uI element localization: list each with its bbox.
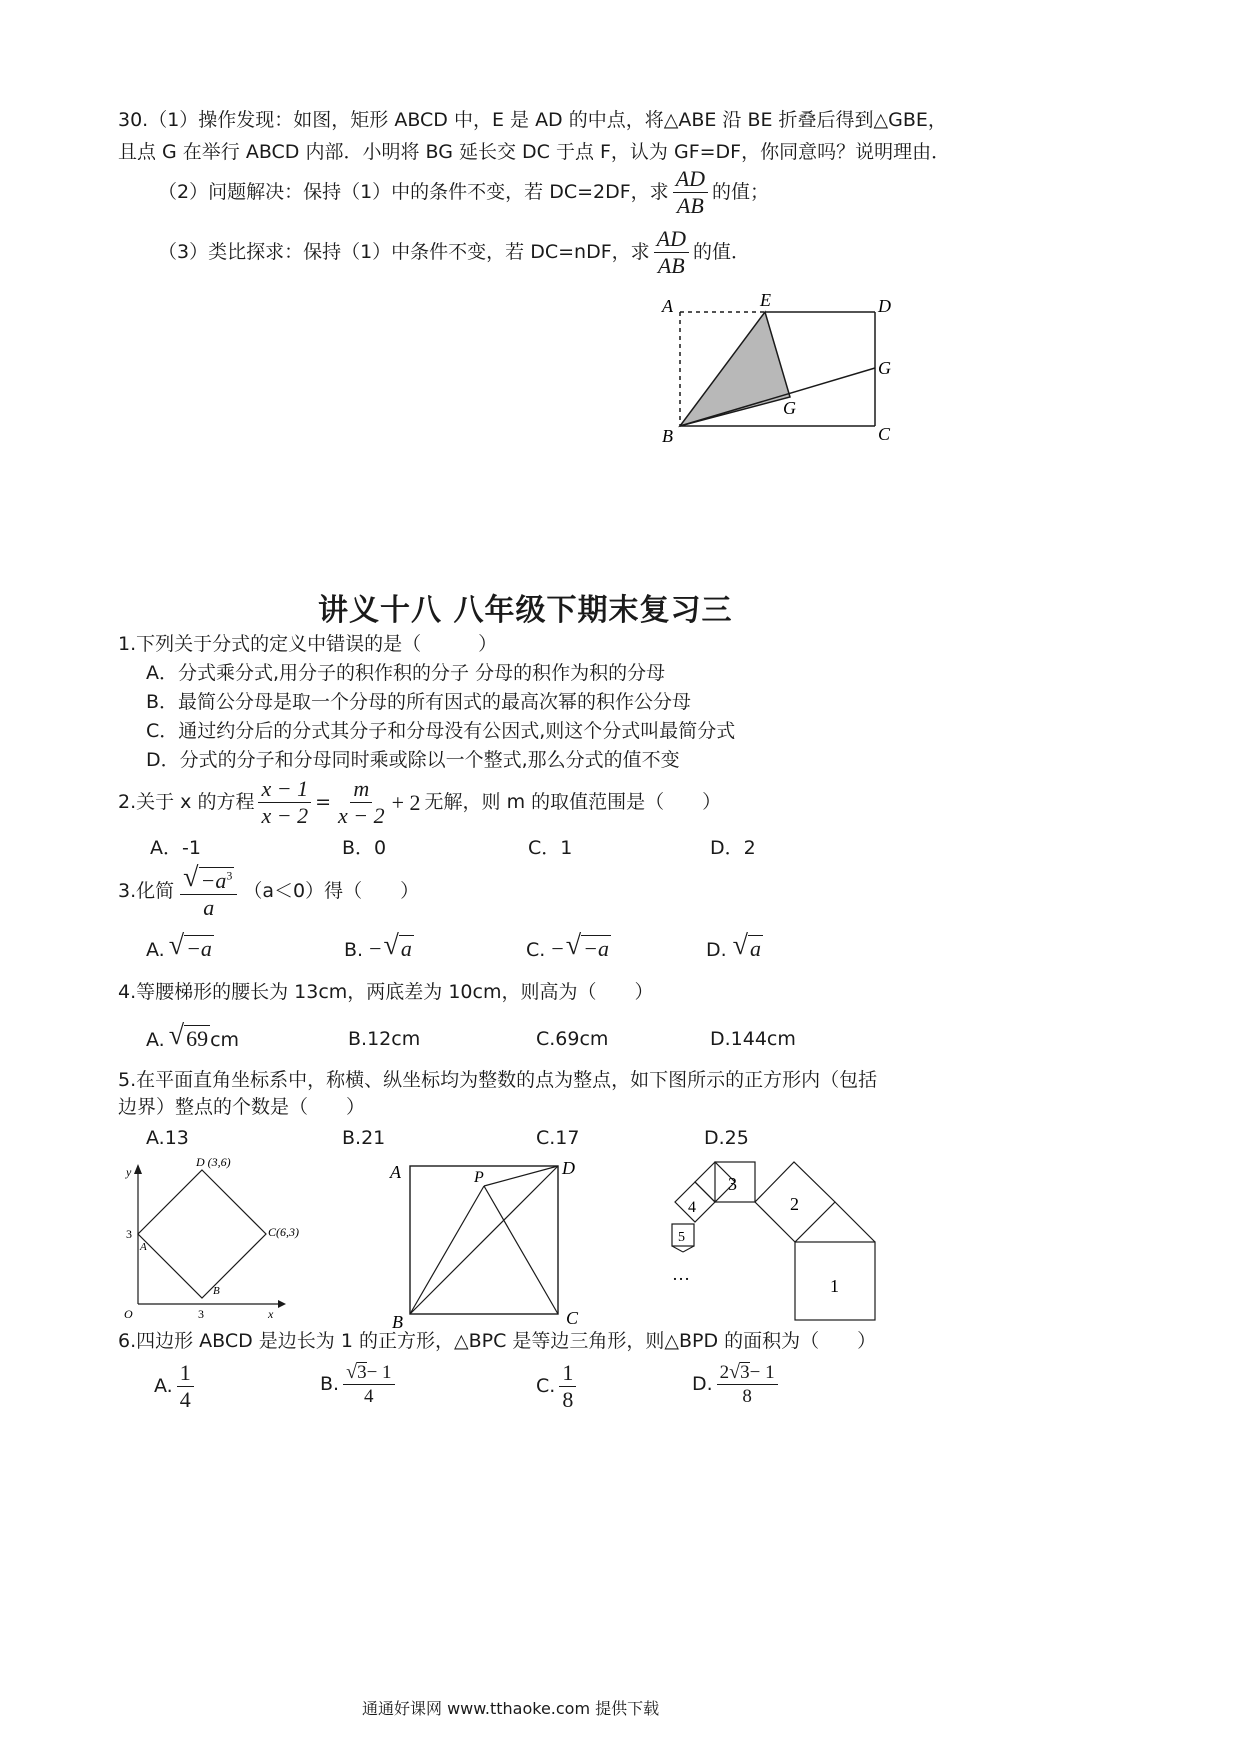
q1-option-c: C．通过约分后的分式其分子和分母没有公因式,则这个分式叫最简分式 xyxy=(146,720,736,742)
q4-option-b: B.12cm xyxy=(348,1028,421,1050)
q5-option-a: A.13 xyxy=(146,1127,189,1149)
fraction-numerator xyxy=(180,864,237,895)
radical-sign-icon: √ xyxy=(732,930,749,961)
sqrt-expression xyxy=(566,932,611,960)
q3-option-d xyxy=(706,932,763,960)
radical-sign-icon: √ xyxy=(346,1361,358,1383)
label-origin: O xyxy=(124,1307,133,1321)
q4-option-a xyxy=(146,1022,239,1050)
option-label: D. xyxy=(692,1372,713,1395)
label-b: B xyxy=(392,1312,403,1332)
fraction xyxy=(343,1362,394,1406)
q2-equals: = xyxy=(315,791,331,813)
fraction-denominator: AB xyxy=(657,253,685,278)
q3-suffix: （a＜0）得（ ） xyxy=(243,880,420,902)
connector-line xyxy=(835,1202,875,1242)
q6-option-c xyxy=(536,1362,580,1411)
option-label: C. xyxy=(526,939,546,961)
label-2: 2 xyxy=(790,1194,799,1214)
fraction xyxy=(177,1362,194,1411)
radical-sign-icon: √ xyxy=(383,930,399,961)
q4-option-c: C.69cm xyxy=(536,1028,609,1050)
option-label: A. xyxy=(146,1029,165,1051)
q30-part3-prefix: （3）类比探求：保持（1）中条件不变，若 DC=nDF，求 xyxy=(158,241,650,263)
q6-option-a xyxy=(154,1362,198,1411)
sqrt-expression xyxy=(169,932,214,960)
fraction-numerator: 1 xyxy=(559,1362,576,1387)
q2-option-a: A．-1 xyxy=(150,837,201,859)
fraction-denominator: 8 xyxy=(742,1386,752,1407)
label-p: P xyxy=(474,1169,484,1186)
q3-prefix: 3.化简 xyxy=(118,880,175,902)
q3-option-b xyxy=(344,932,414,960)
radicand-exponent: 3 xyxy=(226,868,233,883)
q30-part2-fraction xyxy=(673,168,708,217)
fraction-numerator: AD xyxy=(673,168,708,193)
fraction-denominator: 8 xyxy=(562,1387,574,1412)
q3-stem xyxy=(118,864,419,919)
unit: cm xyxy=(210,1029,240,1051)
radicand: a xyxy=(400,935,412,961)
label-c: C xyxy=(566,1308,579,1328)
sqrt-expression xyxy=(384,932,414,960)
q6-option-d xyxy=(692,1362,782,1406)
q2-plus-two: + 2 xyxy=(391,789,421,815)
label-e: E xyxy=(760,290,771,310)
q30-line1: 30.（1）操作发现：如图，矩形 ABCD 中，E 是 AD 的中点，将△ABE 沿 BE 折叠后得到△GBE， xyxy=(118,109,947,131)
radicand: 3 xyxy=(740,1362,750,1383)
q1-option-b: B．最简公分母是取一个分母的所有因式的最高次幂的积作公分母 xyxy=(146,691,692,713)
minus-sign: − xyxy=(551,936,564,961)
minus-sign: − xyxy=(369,936,382,961)
label-a: A xyxy=(390,1162,401,1182)
segment-bp xyxy=(410,1186,484,1314)
q1-stem: 1.下列关于分式的定义中错误的是（ ） xyxy=(118,633,498,655)
sqrt-expression xyxy=(169,1022,210,1050)
fraction xyxy=(717,1362,778,1406)
option-label: B. xyxy=(344,939,364,961)
q6-square-triangle-figure xyxy=(382,1152,592,1332)
q5-coordinate-square-figure xyxy=(118,1152,299,1322)
x-axis-arrow-icon xyxy=(278,1300,286,1308)
q30-line2: 且点 G 在举行 ABCD 内部．小明将 BG 延长交 DC 于点 F，认为 GF=DF，你同意吗？说明理由． xyxy=(118,141,951,163)
q3-fraction xyxy=(180,864,237,919)
q3-option-c xyxy=(526,932,611,960)
label-d-point: D (3,6) xyxy=(196,1155,231,1169)
page-footer: 通通好课网 www.tthaoke.com 提供下载 xyxy=(362,1699,660,1718)
tick-x-3: 3 xyxy=(198,1307,204,1321)
q5-line1: 5.在平面直角坐标系中，称横、纵坐标均为整数的点为整点，如下图所示的正方形内（包括 xyxy=(118,1069,878,1091)
q2-suffix: 无解，则 m 的取值范围是（ ） xyxy=(424,791,722,813)
q30-part3 xyxy=(158,228,750,277)
label-x-axis: x xyxy=(268,1307,274,1321)
q5-option-b: B.21 xyxy=(342,1127,386,1149)
label-g-right: G xyxy=(878,358,891,378)
radicand: 69 xyxy=(186,1025,209,1051)
radical-sign-icon: √ xyxy=(565,930,582,961)
ellipsis: … xyxy=(672,1264,690,1284)
radicand-base: −a xyxy=(200,867,227,893)
radicand: 3 xyxy=(357,1362,367,1383)
label-d: D xyxy=(878,296,891,316)
fraction-numerator: AD xyxy=(654,228,689,253)
label-1: 1 xyxy=(830,1276,839,1296)
radicand: −a xyxy=(583,935,609,961)
label-b-point: B xyxy=(213,1285,220,1297)
label-4: 4 xyxy=(688,1199,696,1216)
radical-sign-icon: √ xyxy=(168,930,185,961)
q6-option-b xyxy=(320,1362,399,1406)
q2-prefix: 2.关于 x 的方程 xyxy=(118,791,255,813)
fraction-denominator: 4 xyxy=(179,1387,191,1412)
segment-pd xyxy=(484,1166,558,1186)
tick-y-3: 3 xyxy=(126,1227,132,1241)
q2-option-d: D．2 xyxy=(710,837,756,859)
q5-option-d: D.25 xyxy=(704,1127,749,1149)
y-axis-arrow-icon xyxy=(134,1164,142,1174)
q30-part2 xyxy=(158,168,769,217)
label-d: D xyxy=(562,1158,575,1178)
q3-option-a xyxy=(146,932,214,960)
segment-cp xyxy=(484,1186,558,1314)
fraction-numerator: x − 1 xyxy=(258,778,311,803)
option-label: A. xyxy=(154,1375,173,1397)
q6-stem: 6.四边形 ABCD 是边长为 1 的正方形，△BPC 是等边三角形，则△BPD 的面积为（ ） xyxy=(118,1330,877,1352)
radical-sign-icon: √ xyxy=(729,1361,741,1383)
radicand: a xyxy=(750,935,762,961)
square-spiral-figure xyxy=(660,1150,890,1326)
q2-option-c: C．1 xyxy=(528,837,573,859)
fraction-denominator: x − 2 xyxy=(261,803,309,828)
label-y-axis: y xyxy=(126,1165,132,1179)
q4-stem: 4.等腰梯形的腰长为 13cm，两底差为 10cm，则高为（ ） xyxy=(118,981,654,1003)
option-label: B. xyxy=(320,1372,340,1395)
diagonal-bd xyxy=(410,1166,558,1314)
label-a: A xyxy=(662,296,673,316)
fraction xyxy=(559,1362,576,1411)
numerator-rest: − 1 xyxy=(366,1362,392,1383)
q5-option-c: C.17 xyxy=(536,1127,580,1149)
fraction-numerator xyxy=(717,1362,778,1385)
radicand xyxy=(199,867,235,892)
fraction-denominator: 4 xyxy=(364,1386,374,1407)
q2-lhs-fraction xyxy=(258,778,311,827)
fraction-numerator xyxy=(343,1362,394,1385)
option-label: A. xyxy=(146,939,165,961)
radical-sign-icon: √ xyxy=(168,1020,185,1051)
fraction-denominator: a xyxy=(203,895,215,920)
sqrt-expression xyxy=(733,932,763,960)
q30-part2-suffix: 的值； xyxy=(712,181,770,203)
label-5: 5 xyxy=(678,1230,685,1245)
square-6-edge-2 xyxy=(683,1246,694,1252)
label-c-point: C(6,3) xyxy=(268,1225,299,1239)
q30-rectangle-figure xyxy=(650,290,910,460)
q1-option-d: D．分式的分子和分母同时乘或除以一个整式,那么分式的值不变 xyxy=(146,749,680,771)
numerator-rest: − 1 xyxy=(749,1362,775,1383)
fraction-numerator: 1 xyxy=(177,1362,194,1387)
option-label: C. xyxy=(536,1375,556,1397)
q2-stem xyxy=(118,778,721,827)
fraction-denominator: AB xyxy=(676,193,704,218)
option-label: D. xyxy=(706,939,727,961)
label-b: B xyxy=(662,426,673,446)
radical-sign-icon: √ xyxy=(183,862,199,893)
section-title: 讲义十八 八年级下期末复习三 xyxy=(318,593,733,628)
q4-option-d: D.144cm xyxy=(710,1028,796,1050)
q30-part2-prefix: （2）问题解决：保持（1）中的条件不变，若 DC=2DF，求 xyxy=(158,181,669,203)
q2-option-b: B．0 xyxy=(342,837,387,859)
fraction-numerator: m xyxy=(350,778,372,803)
q2-rhs-fraction xyxy=(335,778,388,827)
label-a-point: A xyxy=(140,1241,147,1253)
square-6-edge xyxy=(672,1246,683,1252)
radicand: −a xyxy=(186,935,212,961)
square-abcd xyxy=(138,1170,266,1298)
coefficient: 2 xyxy=(719,1362,730,1383)
q1-option-a: A．分式乘分式,用分子的积作积的分子 分母的积作为积的分母 xyxy=(146,662,666,684)
q30-part3-suffix: 的值． xyxy=(692,241,750,263)
label-g-inner: G xyxy=(783,398,796,418)
fraction-denominator: x − 2 xyxy=(338,803,385,828)
q30-part3-fraction xyxy=(654,228,689,277)
q5-line2: 边界）整点的个数是（ ） xyxy=(118,1096,366,1118)
label-c: C xyxy=(878,424,891,444)
label-3: 3 xyxy=(728,1174,737,1194)
sqrt-expression xyxy=(183,864,234,892)
